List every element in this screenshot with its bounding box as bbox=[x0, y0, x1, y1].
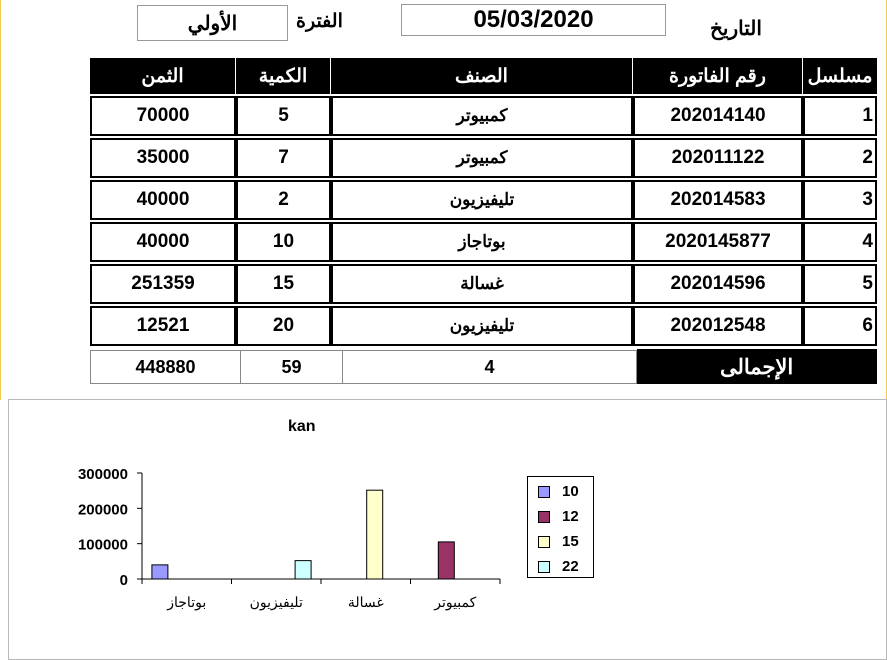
col-header-price: الثمن bbox=[90, 58, 236, 94]
bar bbox=[295, 561, 311, 579]
legend-item bbox=[538, 483, 579, 500]
col-header-item: الصنف bbox=[331, 58, 633, 94]
x-tick-label: تليفيزيون bbox=[249, 594, 303, 610]
cell-qty[interactable]: 15 bbox=[236, 264, 331, 304]
col-header-invoice: رقم الفاتورة bbox=[633, 58, 803, 94]
total-qty[interactable]: 59 bbox=[240, 350, 343, 384]
cell-price[interactable]: 251359 bbox=[90, 264, 236, 304]
cell-qty[interactable]: 20 bbox=[236, 306, 331, 346]
bar bbox=[438, 542, 454, 579]
col-header-qty: الكمية bbox=[236, 58, 331, 94]
cell-item[interactable]: كمبيوتر bbox=[331, 96, 633, 136]
x-tick-label: غسالة bbox=[347, 594, 384, 610]
legend-label: 15 bbox=[562, 533, 579, 550]
cell-item[interactable]: بوتاجاز bbox=[331, 222, 633, 262]
chart-title: kan bbox=[288, 418, 316, 435]
y-tick-label: 100000 bbox=[77, 536, 128, 554]
legend-swatch bbox=[538, 511, 550, 523]
cell-item[interactable]: كمبيوتر bbox=[331, 138, 633, 178]
cell-qty[interactable]: 10 bbox=[236, 222, 331, 262]
cell-serial[interactable]: 6 bbox=[803, 306, 877, 346]
cell-serial[interactable]: 4 bbox=[803, 222, 877, 262]
cell-qty[interactable]: 2 bbox=[236, 180, 331, 220]
x-tick-label: بوتاجاز bbox=[167, 594, 207, 610]
cell-invoice[interactable]: 202011122 bbox=[633, 138, 803, 178]
legend-swatch bbox=[538, 561, 550, 573]
y-tick-label: 0 bbox=[119, 572, 128, 589]
cell-price[interactable]: 12521 bbox=[90, 306, 236, 346]
legend-item bbox=[538, 508, 579, 525]
period-label: الفترة bbox=[296, 11, 343, 32]
legend-item bbox=[538, 533, 579, 550]
y-tick-label: 300000 bbox=[77, 466, 128, 483]
cell-invoice[interactable]: 202014583 bbox=[633, 180, 803, 220]
cell-item[interactable]: تليفيزيون bbox=[331, 306, 633, 346]
cell-serial[interactable]: 3 bbox=[803, 180, 877, 220]
legend-label: 10 bbox=[562, 483, 579, 500]
cell-price[interactable]: 40000 bbox=[90, 222, 236, 262]
period-value: الأولي bbox=[187, 12, 238, 35]
legend-item bbox=[538, 558, 579, 575]
legend-swatch bbox=[538, 536, 550, 548]
total-label: الإجمالى bbox=[720, 356, 794, 379]
cell-price[interactable]: 35000 bbox=[90, 138, 236, 178]
chart-legend[interactable] bbox=[527, 476, 594, 578]
cell-serial[interactable]: 1 bbox=[803, 96, 877, 136]
cell-qty[interactable]: 5 bbox=[236, 96, 331, 136]
y-tick-label: 200000 bbox=[77, 501, 128, 519]
bar bbox=[367, 490, 383, 579]
cell-serial[interactable]: 2 bbox=[803, 138, 877, 178]
legend-label: 12 bbox=[562, 508, 579, 525]
date-label: التاريخ bbox=[710, 18, 762, 40]
legend-label: 22 bbox=[562, 558, 579, 575]
legend-swatch bbox=[538, 486, 550, 498]
cell-qty[interactable]: 7 bbox=[236, 138, 331, 178]
cell-serial[interactable]: 5 bbox=[803, 264, 877, 304]
cell-invoice[interactable]: 202014140 bbox=[633, 96, 803, 136]
x-tick-label: كمبيوتر bbox=[434, 594, 477, 610]
cell-price[interactable]: 40000 bbox=[90, 180, 236, 220]
cell-invoice[interactable]: 202012548 bbox=[633, 306, 803, 346]
date-value: 05/03/2020 bbox=[473, 6, 594, 33]
cell-price[interactable]: 70000 bbox=[90, 96, 236, 136]
cell-invoice[interactable]: 2020145877 bbox=[633, 222, 803, 262]
bar bbox=[152, 565, 168, 579]
cell-invoice[interactable]: 202014596 bbox=[633, 264, 803, 304]
total-price[interactable]: 448880 bbox=[90, 350, 241, 384]
cell-item[interactable]: غسالة bbox=[331, 264, 633, 304]
cell-item[interactable]: تليفيزيون bbox=[331, 180, 633, 220]
col-header-serial: مسلسل bbox=[803, 58, 877, 94]
total-count[interactable]: 4 bbox=[342, 350, 637, 384]
